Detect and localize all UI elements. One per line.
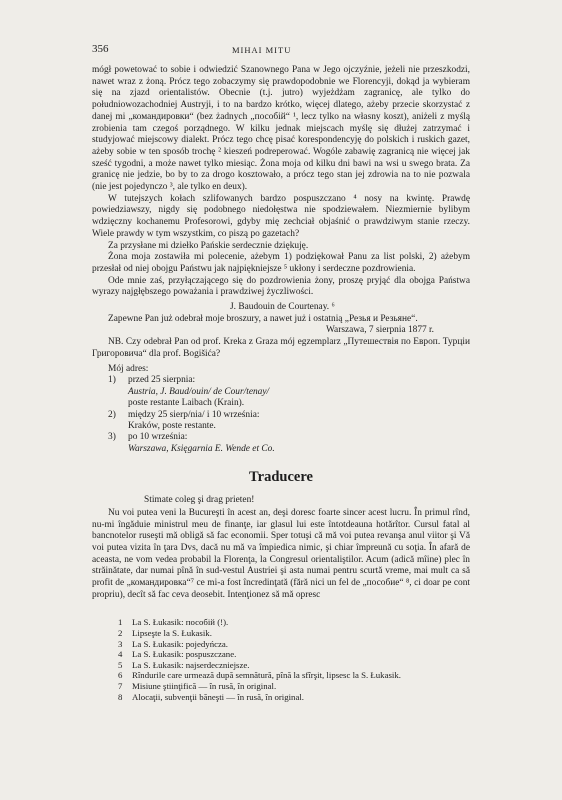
letter-paragraph-5: Ode mnie zaś, przyłączającego się do pozdrowienia żony, proszę pryjąć dla obojga Państwa wyrazy najgłębszego poważania i prawdziwej życzliwości. [92,275,470,298]
letter-signature: J. Baudouin de Courtenay. ⁶ [230,302,335,313]
address-line: Austria, J. Baud/ouin/ de Cour/tenay/ [128,386,270,397]
letter-nb: NB. Czy odebrał Pan od prof. Kreka z Graza mój egzemplarz „Путешествія по Европ. Турціи Григоровича“ dla prof. Bogišića? [92,337,470,359]
address-line: poste restante Laibach (Krain). [128,398,245,409]
letter-date: Warszawa, 7 sierpnia 1877 r. [325,325,434,336]
address-item: 1) przed 25 sierpnia: Austria, J. Baud/ouin/ de Cour/tenay/ poste restante Laibach (Krain). [108,375,270,409]
footnote: 8 Alocaţii, subvenţii băneşti — în rusă, în original. [118,691,304,702]
letter-paragraph-1: mógł powetować to sobie i odwiedzić Szanownego Pana w Jego ojczyźnie, jeżeli nie przeszkodzi, nawet wraz z żoną. Prócz tego zobaczymy się prawdopodobnie we Florencyji, dokąd ja wybieram się na zjazd orientalistów. Obecnie (t.j. jutro) wyjeżdżam zagranicę, ale tylko do południowozachodniej Austryji, i to na bardzo krótko, więcej dlatego, ażeby przecie skorzystać z danej mi „командировки“ (bez żadnych „пособій“ ¹, lecz tylko na własny koszt), aniżeli z myślą zrobienia tam czegoś porządnego. W kilku jednak miejscach myślę się dłużej zatrzymać i studyjować miejscowy dialekt. Prócz tego chcę pisać korespondencyję do polskich i ruskich gazet, ażeby sobie w ten sposób trochę ² kieszeń podreperować. Wogóle zabawię zagranicą nie więcej jak sześć tygodni, a może nawet tylko miesiąc. Żona moja od kilku dni bawi na wsi u swego brata. Za granicę nie jedzie, bo by to za drogo kosztowało, a prócz tego stan jej zdrowia na to nie pozwala (nie jest pojedynczo ³, ale tylko en deux). [92,65,470,193]
letter-paragraph-4: Żona moja zostawiła mi polecenie, ażebym 1) podziękował Panu za list polski, 2) ażebym przesłał od niej obojgu Państwu jak najpiękniejsze ⁵ ukłony i serdeczne pozdrowienia. [92,252,470,274]
text-column [92,65,470,702]
running-head: MIHAI MITU [232,45,292,55]
footnote: 6 Rîndurile care urmează după semnătură, pînă la sfîrşit, lipsesc la S. Łukasik. [118,670,401,681]
footnotes [92,617,470,702]
letter-paragraph-3: Za przysłane mi dziełko Pańskie serdecznie dziękuję. [108,240,309,251]
letter-paragraph-2: W tutejszych kołach szlifowanych bardzo pospuszczano ⁴ nosy na kwintę. Prawdę powiedziawszy, nigdy się podobnego niedołęstwa nie spodziewałem. Niezmiernie bylibym wdzięczny kochanemu Profesorowi, gdyby mię zechciał objaśnić o prawdziwym stanie rzeczy. Wiele prawdy w tym wszystkim, co piszą po gazetach? [92,193,470,239]
address-line: Kraków, poste restante. [128,420,216,431]
footnote: 5 La S. Łukasik: najserdeczniejsze. [118,659,250,670]
letter-postscript: Zapewne Pan już odebrał moje broszury, a nawet już i ostatnią „Резья и Резьяне“. [108,313,418,324]
address-line: przed 25 sierpnia: [128,375,196,386]
address-heading: Mój adres: [108,363,149,374]
translation-greeting: Stimate coleg şi drag prieten! [144,495,255,506]
address-line: po 10 września: [128,432,188,443]
footnote: 1 La S. Łukasik: пособій (!). [118,617,229,628]
address-line: Warszawa, Księgarnia E. Wende et Co. [128,443,275,454]
address-line: między 25 sierp/nia/ i 10 września: [128,409,260,420]
footnote: 4 La S. Łukasik: pospuszczane. [118,649,237,660]
footnote: 3 La S. Łukasik: pojedyńcza. [118,638,229,649]
address-item: 2) między 25 sierp/nia/ i 10 września: Kraków, poste restante. [108,409,260,431]
section-title: Traducere [249,469,313,486]
page-number: 356 [92,43,109,55]
footnote: 7 Misiune ştiinţifică — în rusă, în original. [118,681,277,692]
address-item: 3) po 10 września: Warszawa, Księgarnia E. Wende et Co. [108,432,275,454]
footnote: 2 Lipseşte la S. Łukasik. [118,628,212,639]
translation-paragraph: Nu voi putea veni la Bucureşti în acest an, deşi doresc foarte sincer acest lucru. În primul rînd, nu-mi îngăduie ministrul meu de finanţe, iar glasul lui este întotdeauna hotărîtor. Cursul fatal al bancnotelor ruseşti mă obligă să fac economii. Sper totuşi că mă voi putea revanşa anul viitor şi Vă voi putea vizita în ţara Dvs, dacă nu mă va împiedica nimic, şi chiar împreună cu soţia. În afară de aceasta, ne vom vedea probabil la Florenţa, la Congresul orientaliştilor. Acum (adică mîine) plec în străinătate, dar numai pînă în sud-vestul Austriei şi asta numai pentru scurtă vreme, mai mult ca să profit de „командировка“⁷ ce mi-a fost încredinţată (fără nici un fel de „пособие“ ⁸, ci doar pe cont propriu), decît să fac ceva deosebit. Intenţionez să mă opresc [92,507,470,600]
page-header [92,44,472,58]
